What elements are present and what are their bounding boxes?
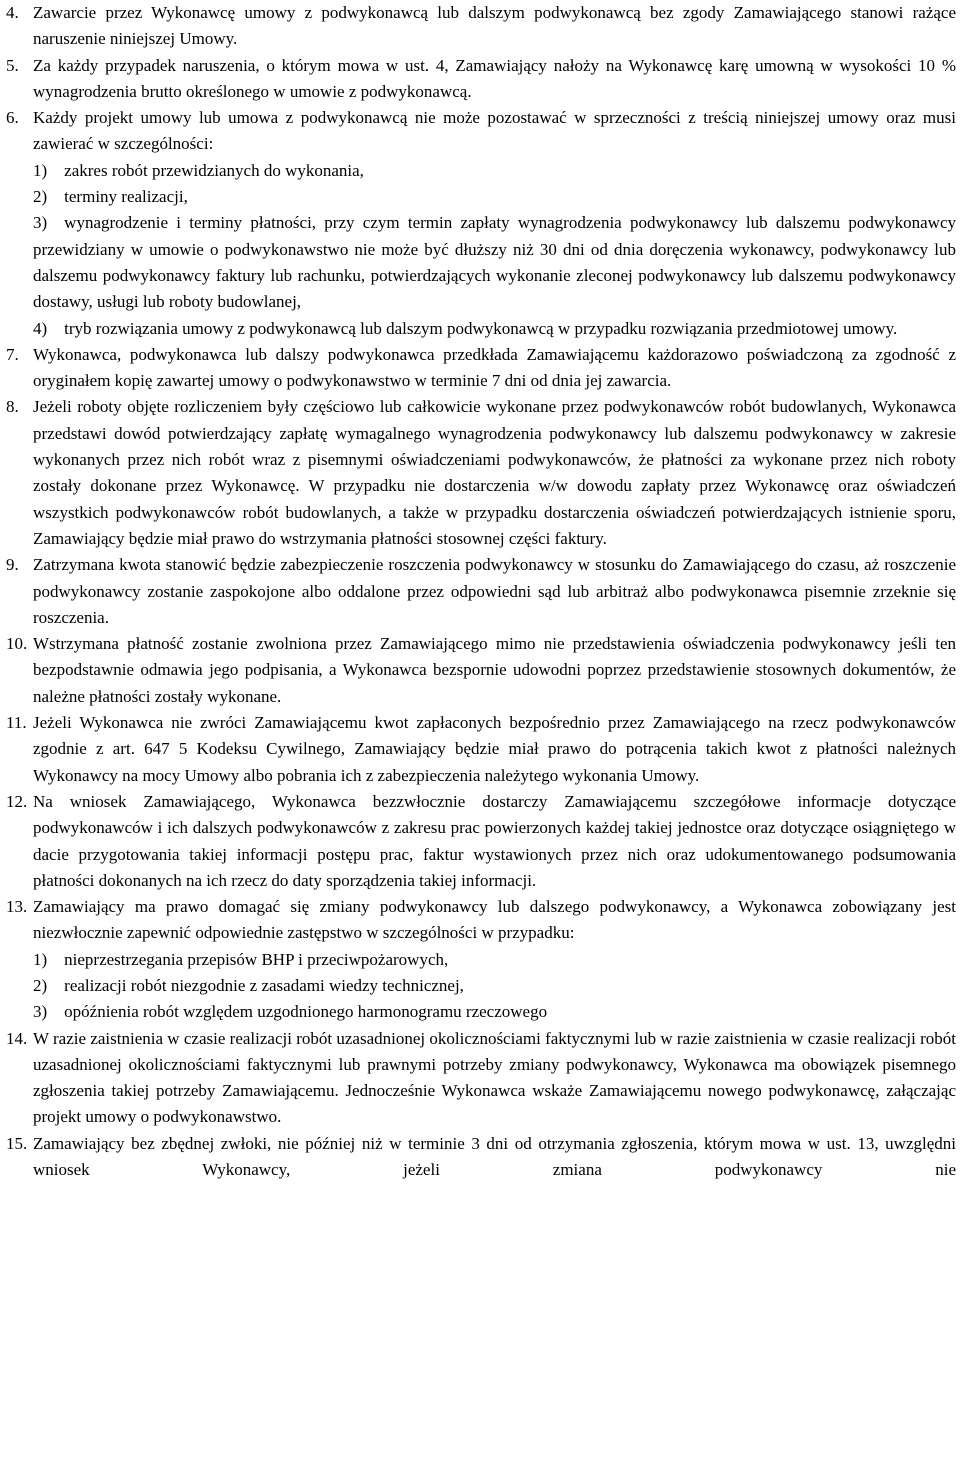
- clause-15: [6, 1131, 956, 1184]
- clause-text: W razie zaistnienia w czasie realizacji robót uzasadnionej okolicznościami faktycznymi lub w razie zaistnienia w czasie realizacji robót uzasadnionej okolicznościami faktycznymi lub prawnymi potrzeby zmiany podwykonawcy, Wykonawca ma obowiązek pisemnego zgłoszenia takiej potrzeby Zamawiającemu. Jednocześnie Wykonawca wskaże Zamawiającemu nowego podwykonawcę, załączając projekt umowy o podwykonawstwo.: [33, 1028, 956, 1127]
- subclause: 3) wynagrodzenie i terminy płatności, przy czym termin zapłaty wynagrodzenia podwykonawcy lub dalszemu podwykonawcy przewidziany w umowie o podwykonawstwo nie może być dłuższy niż 30 dni od dnia doręczenia wykonawcy, podwykonawcy lub dalszemu podwykonawcy faktury lub rachunku, potwierdzających wykonanie zleconej podwykonawcy lub dalszemu podwykonawcy dostawy, usługi lub roboty budowlanej,: [33, 213, 956, 312]
- clause-number: 14.: [6, 1028, 28, 1048]
- clause-text: Za każdy przypadek naruszenia, o którym mowa w ust. 4, Zamawiający nałoży na Wykonawcę karę umowną w wysokości 10 % wynagrodzenia brutto określonego w umowie z podwykonawcą.: [33, 55, 956, 101]
- clause-number: 12.: [6, 791, 28, 811]
- clause-10: [6, 631, 956, 710]
- clause-number: 15.: [6, 1133, 28, 1153]
- clause-14: [6, 1026, 956, 1131]
- clause-number: 13.: [6, 897, 28, 917]
- clause-13: [6, 894, 956, 1025]
- clause-8: [6, 394, 956, 552]
- clause-6: [6, 105, 956, 342]
- clause-text: Zamawiający ma prawo domagać się zmiany podwykonawcy lub dalszego podwykonawcy, a Wykonawca zobowiązany jest niezwłocznie zapewnić odpowiednie zastępstwo w szczególności w przypadku:: [33, 897, 956, 943]
- clause-text: Zatrzymana kwota stanowić będzie zabezpieczenie roszczenia podwykonawcy w stosunku do Zamawiającego do czasu, aż roszczenie podwykonawcy zostanie zaspokojone albo oddalone przez odpowiedni sąd lub arbitraż albo podwykonawca pisemnie zrzeknie się roszczenia.: [33, 555, 956, 627]
- subclause: 1) zakres robót przewidzianych do wykonania,: [33, 160, 364, 180]
- clause-12: [6, 789, 956, 894]
- subclause: 2) realizacji robót niezgodnie z zasadami wiedzy technicznej,: [33, 975, 464, 995]
- clause-4: [6, 0, 956, 53]
- clause-number: 11.: [6, 713, 27, 733]
- clause-number: 6.: [6, 108, 19, 128]
- clause-5: [6, 53, 956, 106]
- clause-number: 4.: [6, 3, 19, 22]
- clause-11: [6, 710, 956, 789]
- subclause: 3) opóźnienia robót względem uzgodnionego harmonogramu rzeczowego: [33, 1002, 548, 1022]
- clause-number: 7.: [6, 344, 19, 364]
- clause-text: Każdy projekt umowy lub umowa z podwykonawcą nie może pozostawać w sprzeczności z treścią niniejszej umowy oraz musi zawierać w szczególności:: [33, 108, 956, 154]
- clause-text: Zawarcie przez Wykonawcę umowy z podwykonawcą lub dalszym podwykonawcą bez zgody Zamawiającego stanowi rażące naruszenie niniejszej Umowy.: [33, 3, 956, 49]
- subclause: 1) nieprzestrzegania przepisów BHP i przeciwpożarowych,: [33, 949, 449, 969]
- clause-text: Na wniosek Zamawiającego, Wykonawca bezzwłocznie dostarczy Zamawiającemu szczegółowe informacje dotyczące podwykonawców i ich dalszych podwykonawców z zakresu prac powierzonych każdej takiej jednostce oraz dotyczące osiągniętego w dacie przygotowania takiej informacji postępu prac, faktur wystawionych przez nich oraz udokumentowanego podsumowania płatności dokonanych na ich rzecz do daty sporządzenia takiej informacji.: [33, 791, 956, 890]
- clause-7: [6, 342, 956, 395]
- subclause: 4) tryb rozwiązania umowy z podwykonawcą lub dalszym podwykonawcą w przypadku rozwiązania przedmiotowej umowy.: [33, 318, 898, 338]
- clause-text: Wstrzymana płatność zostanie zwolniona przez Zamawiającego mimo nie przedstawienia oświadczenia podwykonawcy jeśli ten bezpodstawnie odmawia jego podpisania, a Wykonawca bezspornie udowodni poprzez przedstawienie stosownych dokumentów, że należne płatności zostały wykonane.: [33, 634, 956, 706]
- clause-text: Wykonawca, podwykonawca lub dalszy podwykonawca przedkłada Zamawiającemu każdorazowo poświadczoną za zgodność z oryginałem kopię zawartej umowy o podwykonawstwo w terminie 7 dni od dnia jej zawarcia.: [33, 344, 956, 391]
- clause-number: 10.: [6, 634, 28, 654]
- clause-text: Jeżeli roboty objęte rozliczeniem były częściowo lub całkowicie wykonane przez podwykonawców robót budowlanych, Wykonawca przedstawi dowód potwierdzający zapłatę wymagalnego wynagrodzenia podwykonawcy lub dalszemu podwykonawcy w zakresie wykonanych przez nich robót wraz z pisemnymi oświadczeniami podwykonawców, że płatności za wykonane przez nich roboty zostały dokonane przez Wykonawcę. W przypadku nie dostarczenia w/w dowodu zapłaty przez Wykonawcę oraz oświadczeń wszystkich podwykonawców robót budowlanych, a także w przypadku dostarczenia oświadczeń potwierdzających istnienie sporu, Zamawiający będzie miał prawo do wstrzymania płatności stosownej części faktury.: [33, 397, 956, 548]
- clause-9: [6, 552, 956, 631]
- clause-number: 9.: [6, 555, 19, 575]
- subclause: 2) terminy realizacji,: [33, 187, 188, 207]
- clause-text: Jeżeli Wykonawca nie zwróci Zamawiającemu kwot zapłaconych bezpośrednio przez Zamawiającego na rzecz podwykonawców zgodnie z art. 647 5 Kodeksu Cywilnego, Zamawiający będzie miał prawo do potrącenia takich kwot z płatności należnych Wykonawcy na mocy Umowy albo pobrania ich z zabezpieczenia należytego wykonania Umowy.: [33, 713, 956, 785]
- clause-text: Zamawiający bez zbędnej zwłoki, nie później niż w terminie 3 dni od otrzymania zgłoszenia, którym mowa w ust. 13, uwzględni wniosek Wykonawcy, jeżeli zmiana podwykonawcy nie: [33, 1133, 956, 1180]
- clause-number: 5.: [6, 55, 19, 75]
- clause-number: 8.: [6, 397, 19, 417]
